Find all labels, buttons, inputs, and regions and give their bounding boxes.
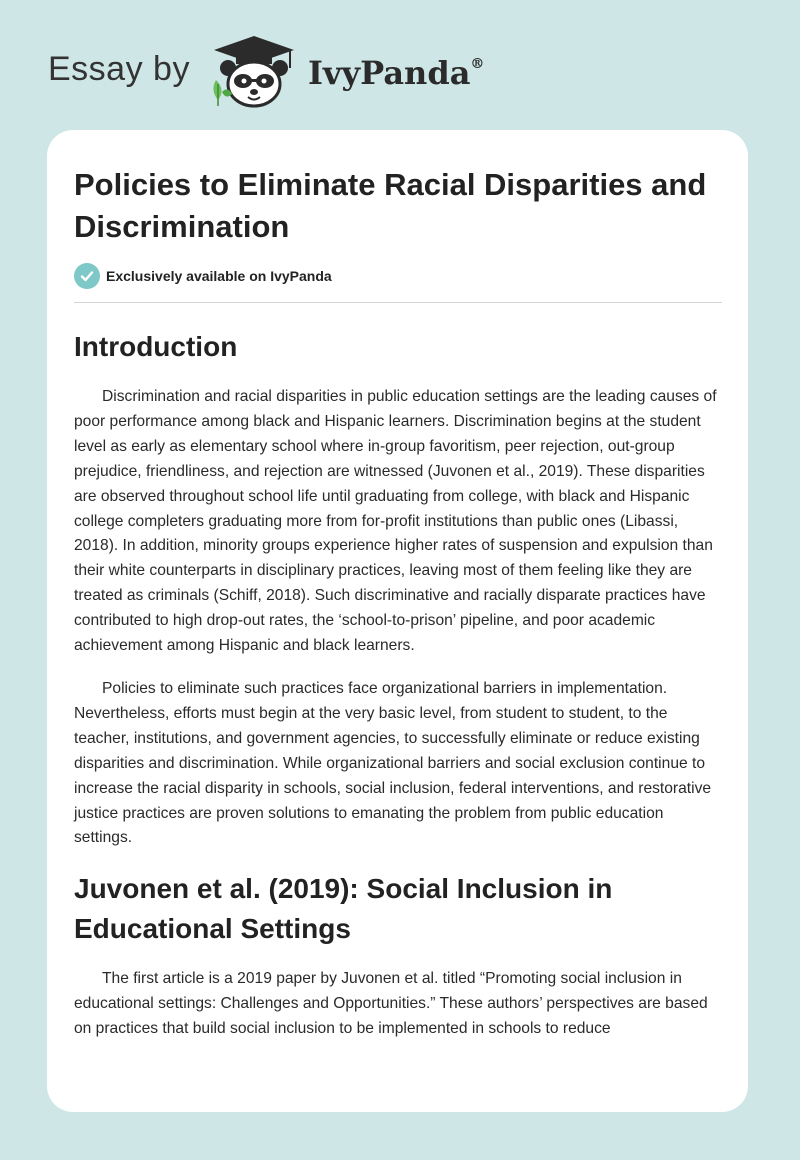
section-heading-introduction: Introduction [74,331,238,362]
registered-mark: ® [470,56,485,72]
article-title: Policies to Eliminate Racial Disparities and Discrimination [74,167,707,244]
badge-text: Exclusively available on IvyPanda [106,268,332,284]
paragraph: Policies to eliminate such practices face organizational barriers in implementation. Nevertheless, efforts must begin at the very basic level, from student to student, to the teacher, institutions, and government agencies, to successfully eliminate or reduce existing disparities and discrimination. While organizational barriers and social exclusion continue to increase the racial disparity in schools, social inclusion, federal interventions, and restorative justice practices are proven solutions to emanating the problem from public education settings. [74,679,712,847]
check-icon [74,263,100,289]
article-card [47,130,748,1112]
paragraph: Discrimination and racial disparities in public education settings are the leading causes of poor performance among black and Hispanic learners. Discrimination begins at the student level as early as elementary school where in-group favoritism, peer rejection, out-group prejudice, friendliness, and rejection are witnessed (Juvonen et al., 2019). These disparities are observed throughout school life until graduating from college, with black and Hispanic college completers graduating more from for-profit institutions than public ones (Libassi, 2018). In addition, minority groups experience higher rates of suspension and expulsion than their white counterparts in disciplinary practices, leaving most of them feeling like they are treated as criminals (Schiff, 2018). Such discriminative and racially disparate practices have contributed to high drop-out rates, the ‘school-to-prison’ pipeline, and poor academic achievement among Hispanic and black learners. [74,388,717,655]
exclusive-badge [74,262,722,290]
site-header [48,34,484,110]
section-heading-juvonen: Juvonen et al. (2019): Social Inclusion in Educational Settings [74,873,613,945]
divider [74,302,722,303]
panda-logo-icon[interactable] [206,34,302,110]
brand-name[interactable]: IvyPanda® [307,54,485,92]
paragraph: The first article is a 2019 paper by Juvonen et al. titled “Promoting social inclusion in educational settings: Challenges and Opportunities.” These authors’ perspectives are based on practices that build social inclusion to be implemented in schools to reduce [74,970,708,1038]
essay-by-label: Essay by [48,49,190,88]
